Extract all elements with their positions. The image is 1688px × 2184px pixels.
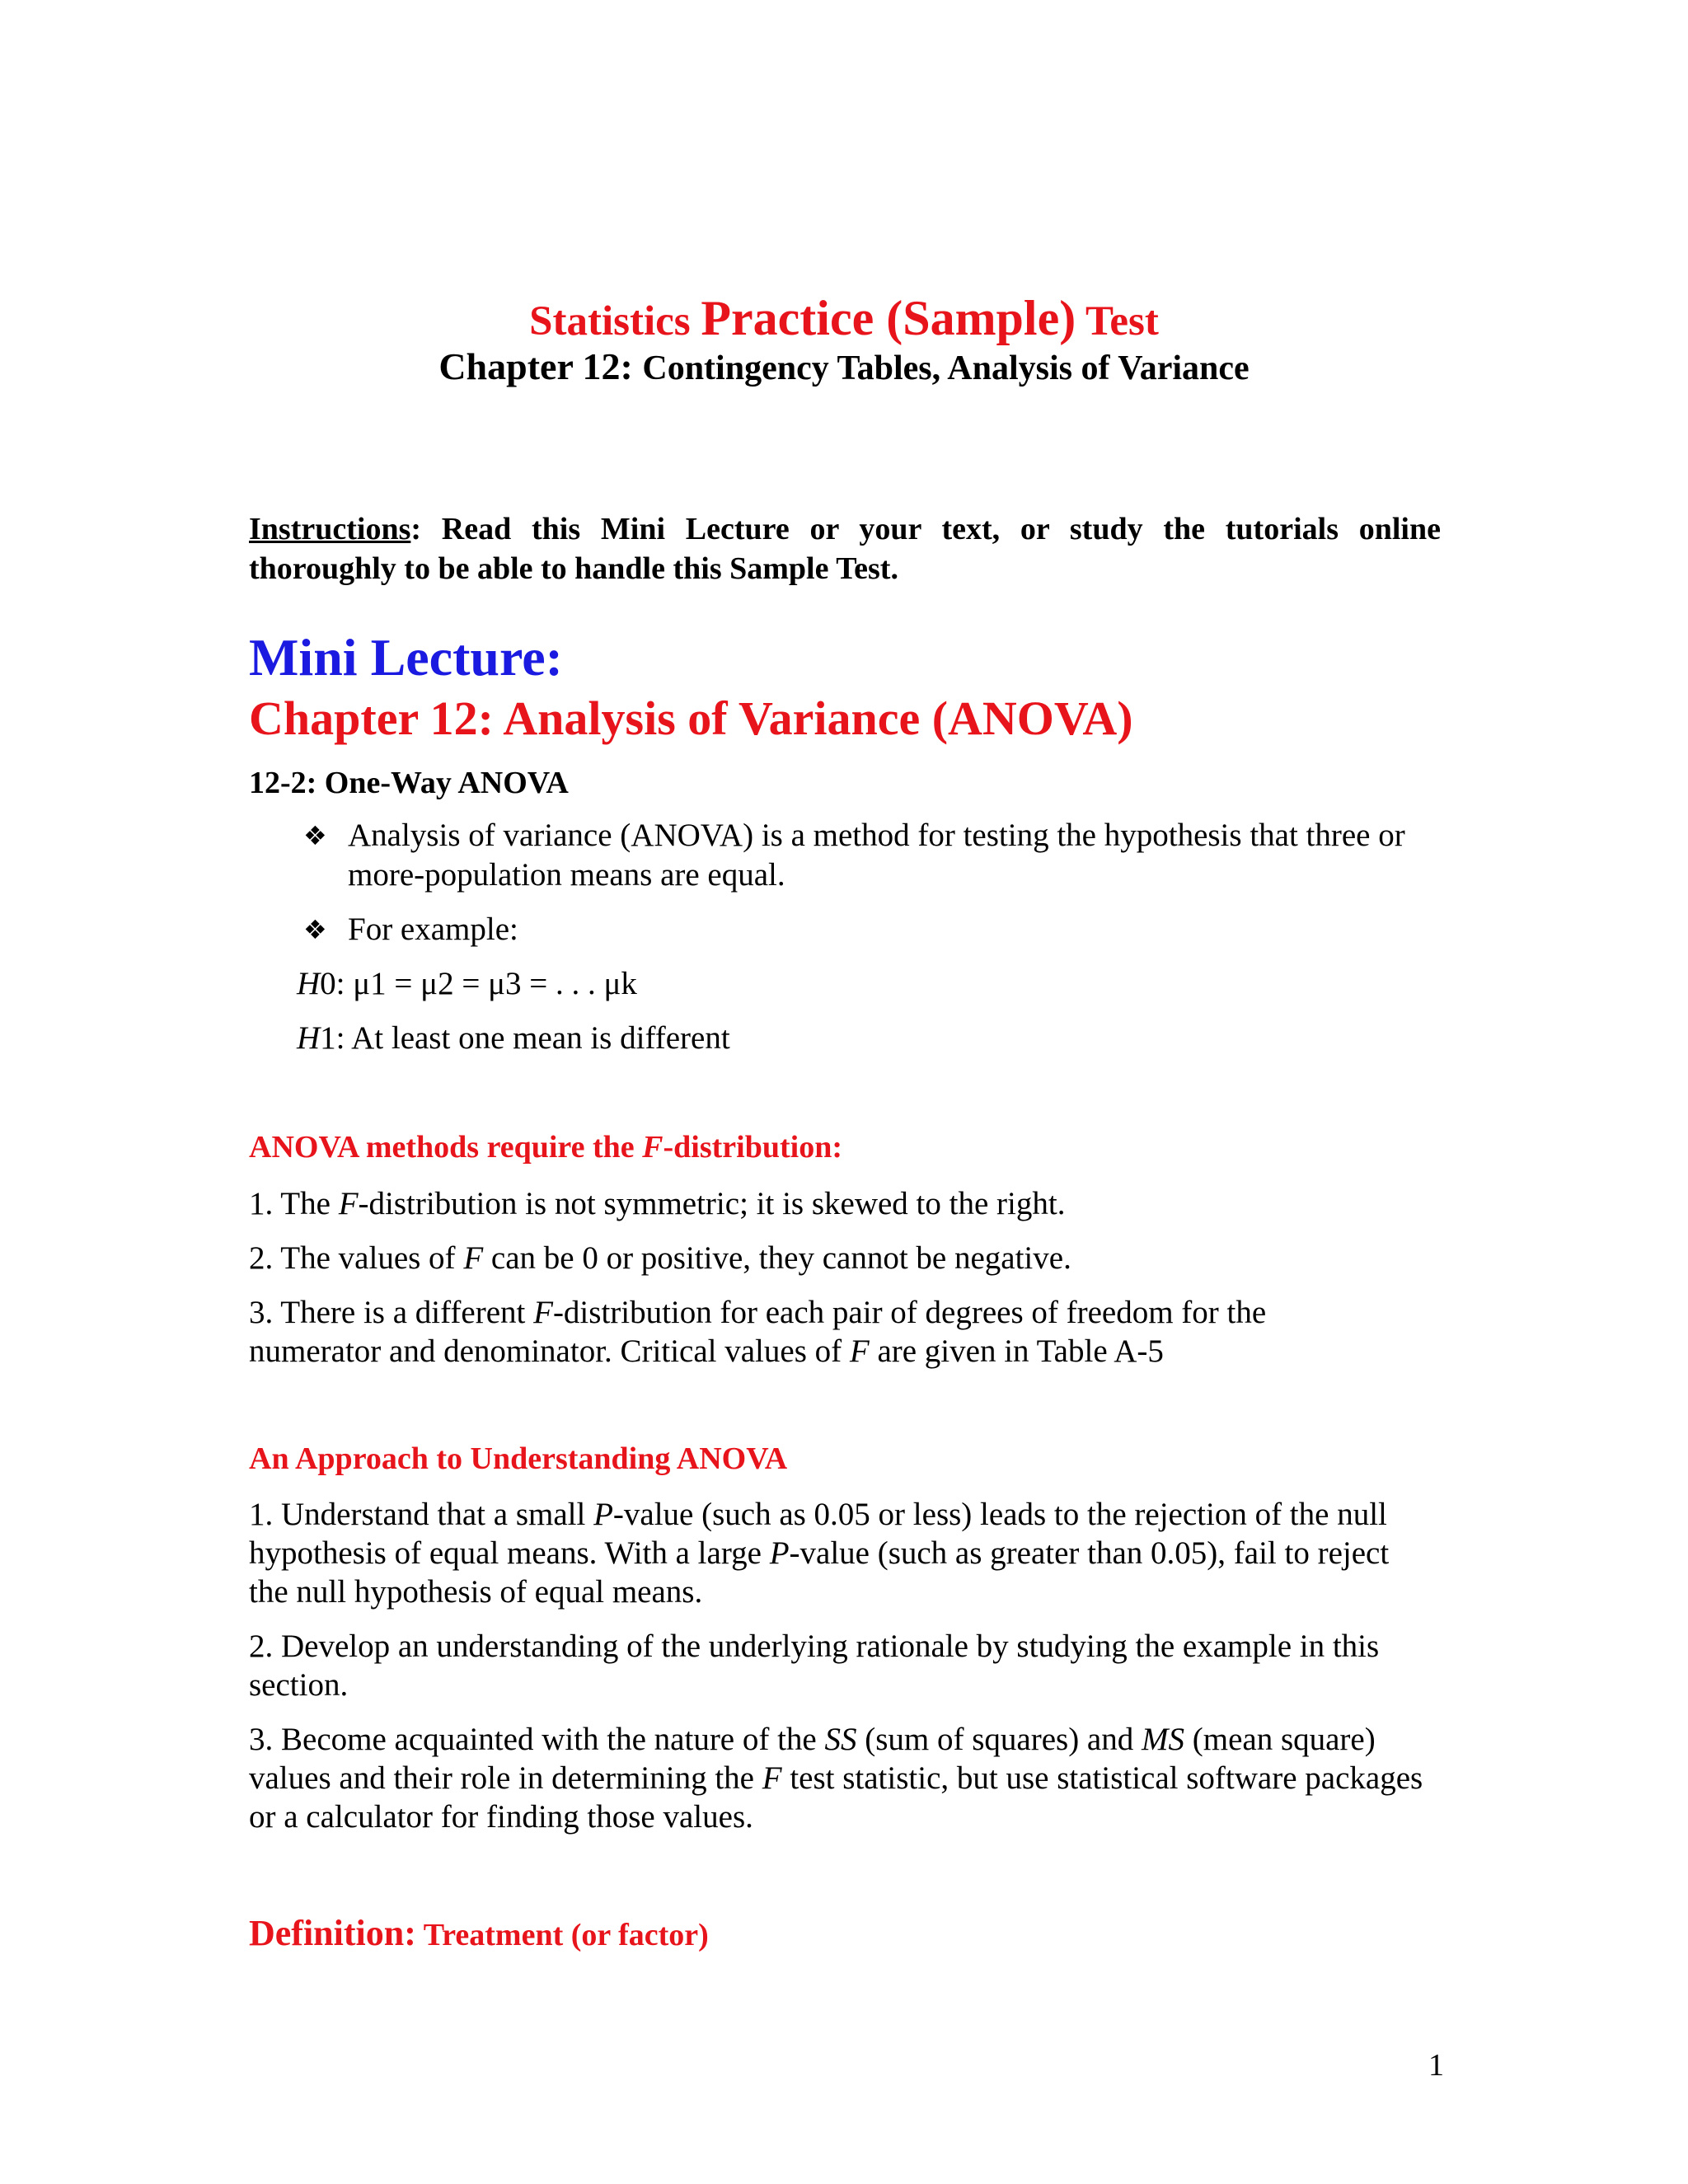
definition-term: Treatment (or factor) [415,1918,709,1952]
f-item-1-a: 1. The [249,1186,339,1221]
approach-item-2: 2. Develop an understanding of the underlying rationale by studying the example in this section. [249,1629,1380,1703]
f-item-2 [249,1239,1444,1277]
h1-label: H [297,1020,321,1056]
null-hypothesis [297,964,637,1004]
definition-label: Definition: [249,1913,416,1953]
bullet-text-1: Analysis of variance (ANOVA) is a method for testing the hypothesis that three or more-population means are equal. [348,818,1405,893]
f-item-3-a: 3. There is a different [249,1295,534,1330]
approach-1-b: -value (such as 0.05 or less) leads to the rejection of the null hypothesis of equal means. With a large [249,1497,1387,1571]
f-item-3-f: F [533,1295,553,1330]
instructions-label: Instructions [249,512,411,546]
alt-hypothesis [297,1019,730,1058]
approach-1-a: 1. Understand that a small [249,1497,594,1532]
definition-heading [249,1912,709,1954]
title-part-1: Statistics [529,298,701,344]
bullet-text-2: For example: [348,912,518,947]
f-item-1-f: F [338,1186,359,1221]
mini-lecture-heading: Mini Lecture: [249,628,563,687]
approach-3-d: test statistic, but use statistical software packages or a calculator for finding those values. [249,1760,1423,1835]
title-part-3: Test [1076,298,1159,344]
page-title [0,290,1688,347]
f-item-2-f: F [463,1240,484,1276]
f-heading-a: ANOVA methods require the [249,1130,643,1165]
approach-3-f: F [762,1760,782,1796]
h0-label: H [297,966,321,1001]
approach-3-c: (mean square) values and their role in determining the [249,1722,1376,1796]
f-item-3-c: are given in Table A-5 [869,1333,1164,1369]
f-item-2-b: can be 0 or positive, they cannot be negative. [483,1240,1071,1276]
page-number: 1 [1428,2048,1444,2083]
approach-3-ms: MS [1142,1722,1184,1757]
approach-item-1 [249,1495,1436,1611]
title-part-2: Practice (Sample) [701,291,1076,345]
diamond-bullet-icon: ❖ [303,820,327,851]
approach-item-3 [249,1720,1436,1836]
f-heading-f: F [642,1130,663,1165]
approach-1-p: P [593,1497,613,1532]
approach-heading: An Approach to Understanding ANOVA [249,1441,788,1476]
f-item-3-f2: F [849,1333,870,1369]
h0-text: 0: μ1 = μ2 = μ3 = . . . μk [320,966,637,1001]
f-item-3 [249,1293,1403,1371]
approach-1-c: -value (such as greater than 0.05), fail to reject the null hypothesis of equal means. [249,1535,1390,1610]
f-item-2-a: 2. The values of [249,1240,464,1276]
h1-text: 1: At least one mean is different [320,1020,730,1056]
f-heading-b: -distribution: [663,1130,842,1165]
f-item-1 [249,1184,1444,1223]
instructions-paragraph [249,509,1441,588]
approach-3-a: 3. Become acquainted with the nature of the [249,1722,825,1757]
f-distribution-heading [249,1129,842,1165]
approach-3-b: (sum of squares) and [856,1722,1142,1757]
f-item-1-b: -distribution is not symmetric; it is skewed to the right. [358,1186,1066,1221]
subtitle-part-1: Chapter 12: [438,345,643,387]
instructions-text: : Read this Mini Lecture or your text, or study the tutorials online thoroughly to be able to handle this Sample Test. [249,512,1441,586]
chapter-heading: Chapter 12: Analysis of Variance (ANOVA) [249,691,1133,745]
f-item-3-b: -distribution for each pair of degrees of freedom for the numerator and denominator. Critical values of [249,1295,1267,1369]
subtitle-part-2: Contingency Tables, Analysis of Variance [642,349,1250,387]
diamond-bullet-icon: ❖ [303,914,327,945]
approach-3-ss: SS [824,1722,857,1757]
approach-1-p2: P [769,1535,790,1571]
page-subtitle [0,344,1688,388]
section-heading: 12-2: One-Way ANOVA [249,766,569,800]
